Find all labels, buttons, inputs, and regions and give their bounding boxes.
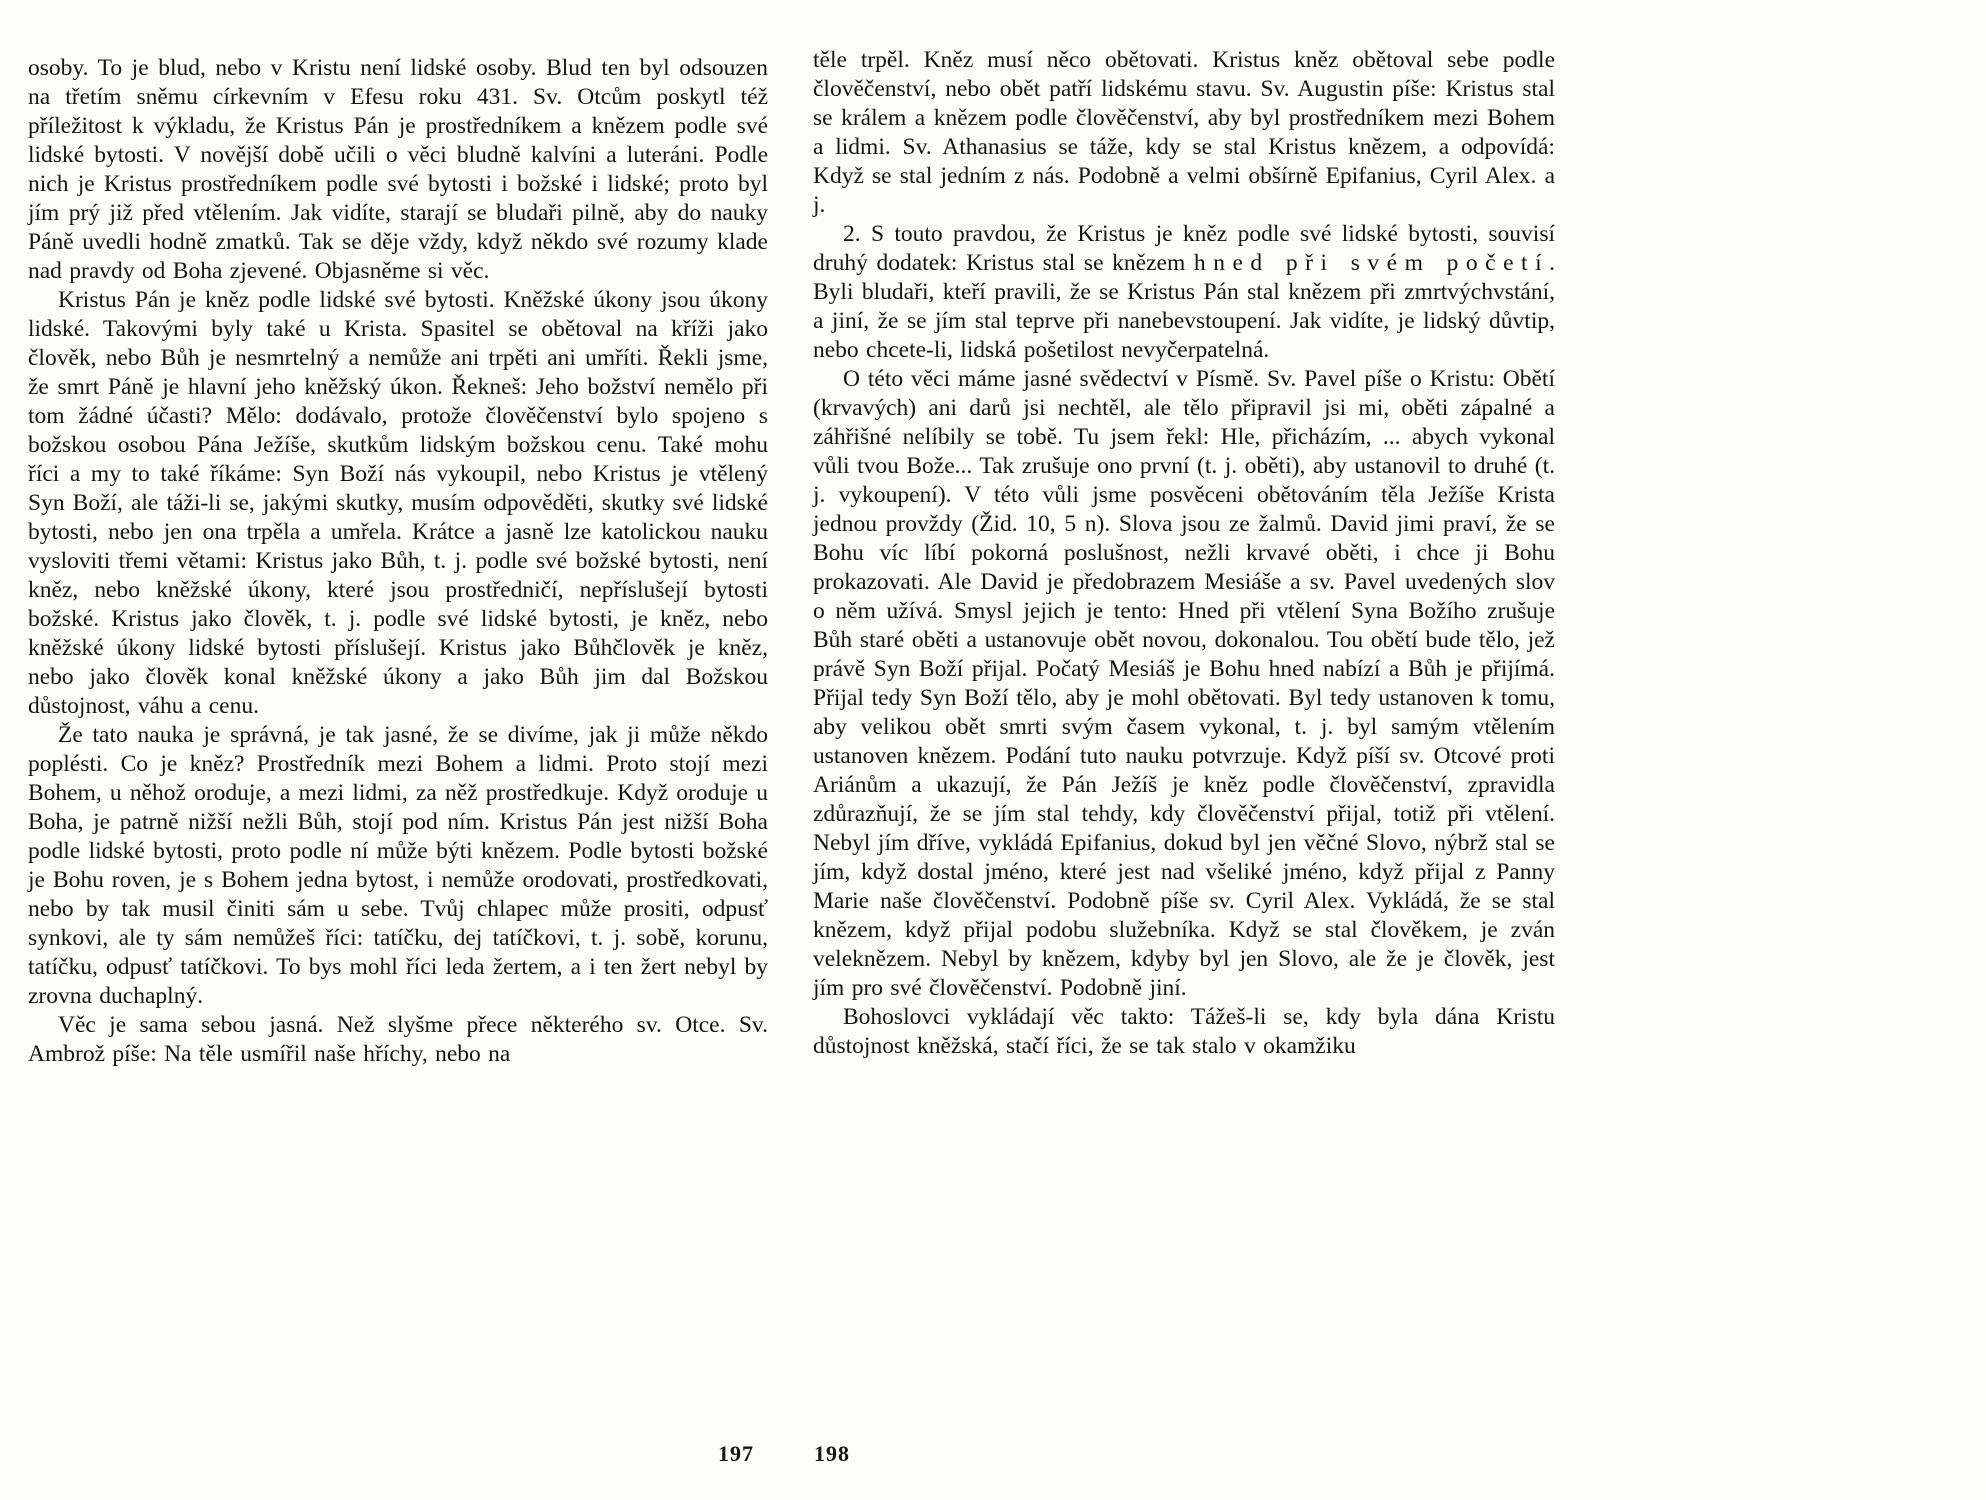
emphasized-spaced-text: hned při svém početí (1193, 250, 1550, 276)
body-text: Kristus Pán je kněz podle lidské své bytosti. Kněžské úkony jsou úkony lidské. Takovými byly také u Krista. Spasitel se obětoval na kříži jako člověk, nebo Bůh je nesmrtelný a nemůže ani trpěti ani umříti. Řekli jsme, že smrt Páně je hlavní jeho kněžský úkon. Řekneš: Jeho božství nemělo při tom žádné účasti? Mělo: dodávalo, protože člověčenství bylo spojeno s božskou osobou Pána Ježíše, skutkům lidským božskou cenu. Také mohu říci a my to také říkáme: Syn Boží nás vykoupil, nebo Kristus je vtělený Syn Boží, ale táži-li se, jakými skutky, musím odpověděti, skutky své lidské bytosti, nebo jen ona trpěla a umřela. Krátce a jasně lze katolickou nauku vysloviti třemi větami: Kristus jako Bůh, t. j. podle své božské bytosti, není kněz, nebo kněžské úkony, které jsou prostředničí, nepříslušejí bytosti božské. Kristus jako člověk, t. j. podle své lidské bytosti, je kněz, nebo kněžské úkony lidské bytosti příslušejí. Kristus jako Bůhčlověk je kněz, nebo jako člověk konal kněžské úkony a jako Bůh jim dal Božskou důstojnost, váhu a cenu. (28, 287, 768, 719)
body-text: O této věci máme jasné svědectví v Písmě. Sv. Pavel píše o Kristu: Obětí (krvavých) ani darů jsi nechtěl, ale tělo připravil jsi mi, oběti zápalné a záhřišné nelíbily se tobě. Tu jsem řekl: Hle, přicházím, ... abych vykonal vůli tvou Bože... Tak zrušuje ono první (t. j. oběti), aby ustanovil to druhé (t. j. vykoupení). V této vůli jsme posvěceni obětováním těla Ježíše Krista jednou provždy (Žid. 10, 5 n). Slova jsou ze žalmů. David jimi praví, že se Bohu víc líbí pokorná poslušnost, nežli krvavé oběti, i chce ji Bohu prokazovati. Ale David je předobrazem Mesiáše a sv. Pavel uvedených slov o něm užívá. Smysl jejich je tento: Hned při vtělení Syna Božího zrušuje Bůh staré oběti a ustanovuje obět novou, dokonalou. Tou obětí bude tělo, jež právě Syn Boží přijal. Počatý Mesiáš je Bohu hned nabízí a Bůh je přijímá. Přijal tedy Syn Boží tělo, aby je mohl obětovati. Byl tedy ustanoven k tomu, aby velikou obět smrti svým časem vykonal, t. j. byl samým vtělením ustanoven knězem. Podání tuto nauku potvrzuje. Když píší sv. Otcové proti Ariánům a ukazují, že Pán Ježíš je kněz podle člověčenství, zpravidla zdůrazňují, že se jím stal tehdy, kdy člověčenství přijal, totiž při vtělení. Nebyl jím dříve, vykládá Epifanius, dokud byl jen věčné Slovo, nýbrž stal se jím, když dostal jméno, které jest nad všeliké jméno, když přijal z Panny Marie naše člověčenství. Podobně píše sv. Cyril Alex. Vykládá, že se stal knězem, když přijal podobu služebníka. Když se stal člověkem, je zván veleknězem. Nebyl by knězem, kdyby byl jen Slovo, ale že je člověk, jest jím pro své člověčenství. Podobně jiní. (813, 366, 1555, 1001)
page-197-text-column (28, 54, 768, 1069)
page-198 (813, 46, 1555, 1061)
page-197 (28, 54, 768, 1069)
paragraph (28, 54, 768, 286)
paragraph (813, 365, 1555, 1003)
paragraph (28, 1011, 768, 1069)
body-text: těle trpěl. Kněz musí něco obětovati. Kristus kněz obětoval sebe podle člověčenství, nebo obět patří lidskému stavu. Sv. Augustin píše: Kristus stal se králem a knězem podle člověčenství, aby byl prostředníkem mezi Bohem a lidmi. Sv. Athanasius se táže, kdy se stal Kristus knězem, a odpovídá: Když se stal jedním z nás. Podobně a velmi obšírně Epifanius, Cyril Alex. a j. (813, 47, 1555, 218)
paragraph (813, 1003, 1555, 1061)
paragraph (28, 721, 768, 1011)
page-number-197: 197 (718, 1441, 754, 1466)
body-text: . Byli bludaři, kteří pravili, že se Kristus Pán stal knězem při zmrtvýchvstání, a jiní, že se jím stal teprve při nanebevstoupení. Jak vidíte, je lidský důvtip, nebo chcete-li, lidská pošetilost nevyčerpatelná. (813, 250, 1556, 363)
body-text: 2. S touto pravdou, že Kristus je kněz podle své lidské bytosti, souvisí druhý dodatek: Kristus stal se knězem (813, 221, 1555, 276)
body-text: Že tato nauka je správná, je tak jasné, že se divíme, jak ji může někdo poplésti. Co je kněz? Prostředník mezi Bohem a lidmi. Proto stojí mezi Bohem, u něhož oroduje, a mezi lidmi, za něž prostředkuje. Když oroduje u Boha, je patrně nižší nežli Bůh, stojí pod ním. Kristus Pán jest nižší Boha podle lidské bytosti, proto podle ní může býti knězem. Podle bytosti božské je Bohu roven, je s Bohem jedna bytost, i nemůže orodovati, prostředkovati, nebo by tak musil činiti sám u sebe. Tvůj chlapec může prositi, odpusť synkovi, ale ty sám nemůžeš říci: tatíčku, dej tatíčkovi, t. j. sobě, korunu, tatíčku, odpusť tatíčkovi. To bys mohl říci leda žertem, a i ten žert nebyl by zrovna duchaplný. (28, 722, 768, 1009)
page-number-198: 198 (814, 1441, 850, 1466)
paragraph (28, 286, 768, 721)
paragraph (813, 46, 1555, 220)
body-text: Věc je sama sebou jasná. Než slyšme přece některého sv. Otce. Sv. Ambrož píše: Na těle usmířil naše hříchy, nebo na (28, 1012, 768, 1067)
page-198-text-column (813, 46, 1555, 1061)
body-text: osoby. To je blud, nebo v Kristu není lidské osoby. Blud ten byl odsouzen na třetím sněmu církevním v Efesu roku 431. Sv. Otcům poskytl též příležitost k výkladu, že Kristus Pán je prostředníkem a knězem podle své lidské bytosti. V novější době učili o věci bludně kalvíni a luteráni. Podle nich je Kristus prostředníkem podle své bytosti i božské i lidské; proto byl jím prý již před vtělením. Jak vidíte, starají se bludaři pilně, aby do nauky Páně uvedli hodně zmatků. Tak se děje vždy, když někdo své rozumy klade nad pravdy od Boha zjevené. Objasněme si věc. (28, 55, 768, 284)
body-text: Bohoslovci vykládají věc takto: Tážeš-li se, kdy byla dána Kristu důstojnost kněžská, stačí říci, že se tak stalo v okamžiku (813, 1004, 1555, 1059)
paragraph (813, 220, 1555, 365)
